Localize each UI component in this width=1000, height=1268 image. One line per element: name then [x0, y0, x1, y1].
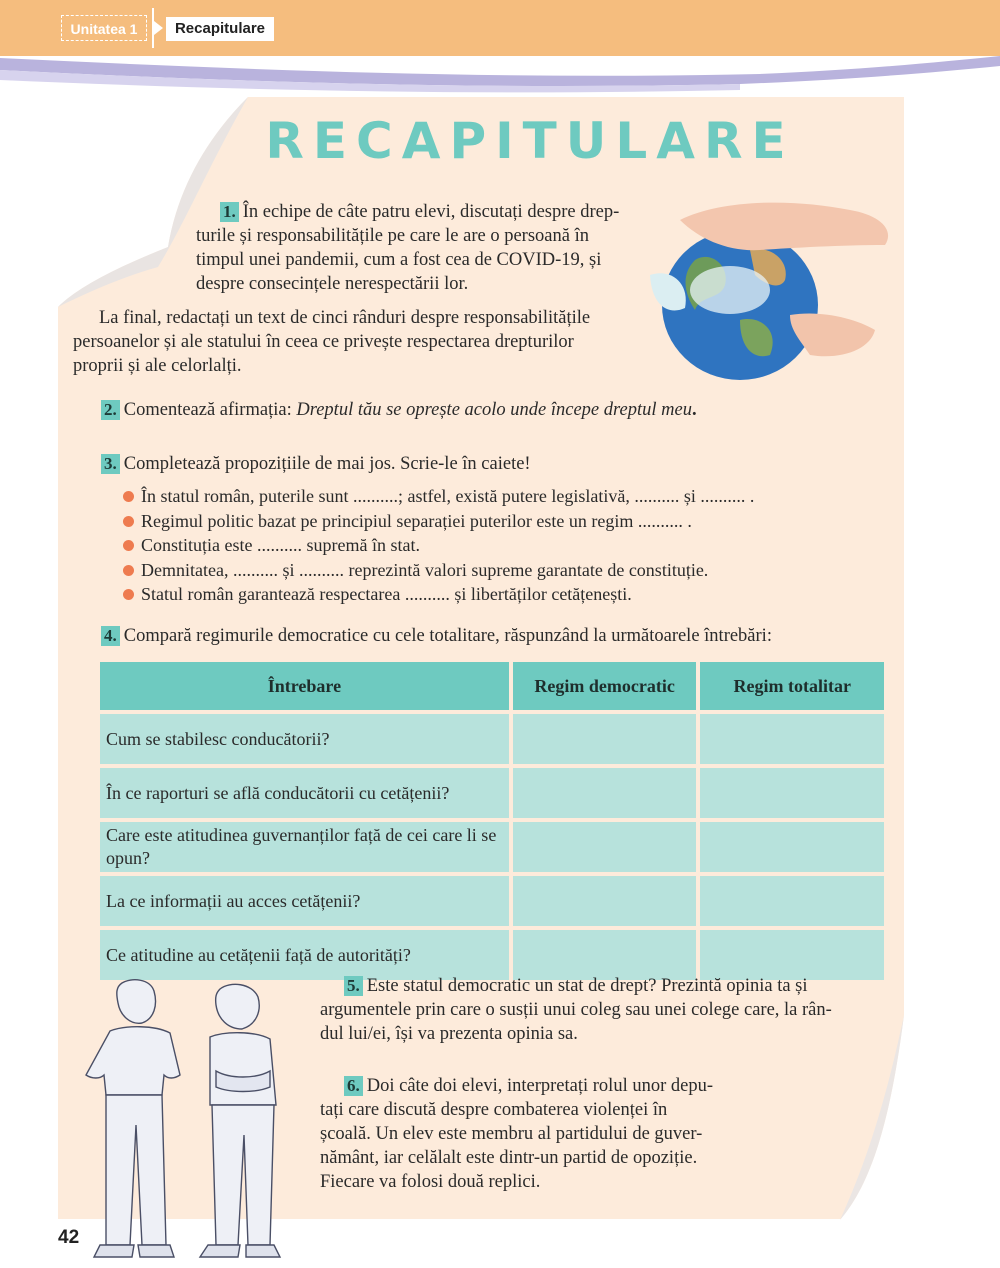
list-item: Constituția este .......... supremă în stat.: [121, 533, 754, 558]
task1-paragraph2: [73, 306, 673, 378]
table-row: [100, 768, 884, 818]
task6-line: 6. Doi câte doi elevi, interpretați rolul unor depu-: [320, 1074, 760, 1098]
list-item: Demnitatea, .......... și .......... reprezintă valori supreme garantate de constituție.: [121, 558, 754, 583]
page-title: RECAPITULARE: [265, 112, 795, 170]
task5-number: 5.: [344, 976, 363, 996]
task1-line: persoanelor și ale statului în ceea ce privește respectarea drepturilor: [73, 332, 574, 352]
table-cell-answer[interactable]: [700, 822, 884, 872]
task6-line: nământ, iar celălalt este dintr-un partid de opoziție.: [320, 1148, 698, 1168]
table-header-cell: Întrebare: [100, 662, 509, 710]
breadcrumb-unit[interactable]: Unitatea 1: [61, 15, 147, 41]
task3-list: [121, 484, 754, 607]
task3-number: 3.: [101, 454, 120, 474]
task5-line: dul lui/ei, își va prezenta opinia sa.: [320, 1024, 578, 1044]
breadcrumb-page[interactable]: Recapitulare: [166, 17, 274, 41]
table-cell-answer[interactable]: [513, 822, 697, 872]
list-item: Statul român garantează respectarea .......... și libertăților cetățenești.: [121, 582, 754, 607]
task2-quote: Dreptul tău se oprește acolo unde începe dreptul meu: [296, 400, 692, 420]
table-cell-answer[interactable]: [700, 876, 884, 926]
task4-number: 4.: [101, 626, 120, 646]
bullet-dot: [123, 565, 134, 576]
breadcrumb-arrow-icon: [154, 21, 163, 35]
table-cell-answer[interactable]: [513, 714, 697, 764]
table-cell-question: Cum se stabilesc conducătorii?: [100, 714, 509, 764]
task5-block: [320, 974, 890, 1046]
task1-line: timpul unei pandemii, cum a fost cea de COVID-19, și: [196, 250, 602, 270]
bullet-dot: [123, 540, 134, 551]
task1-text: [196, 224, 666, 296]
table-cell-answer[interactable]: [513, 930, 697, 980]
table-header-cell: Regim democratic: [513, 662, 697, 710]
task3-block: 3. Completează propozițiile de mai jos. Scrie-le în caiete!: [101, 452, 881, 476]
bullet-dot: [123, 516, 134, 527]
two-boys-illustration: [70, 975, 300, 1265]
table-cell-question: Ce atitudine au cetățenii față de autorități?: [100, 930, 509, 980]
task1-line: proprii și ale celorlalți.: [73, 356, 242, 376]
task1-line: despre consecințele nerespectării lor.: [196, 274, 469, 294]
bullet-dot: [123, 491, 134, 502]
table-row: [100, 822, 884, 872]
task4-block: 4. Compară regimurile democratice cu cele totalitare, răspunzând la următoarele întrebări:: [101, 624, 891, 648]
table-row: [100, 930, 884, 980]
list-item: Regimul politic bazat pe principiul separației puterilor este un regim .......... .: [121, 509, 754, 534]
table-cell-answer[interactable]: [700, 714, 884, 764]
task1-number: 1.: [220, 202, 239, 222]
task1-line: turile și responsabilitățile pe care le are o persoană în: [196, 226, 589, 246]
task1-block: [196, 200, 666, 224]
header-swoosh: [0, 40, 1000, 100]
task2-number: 2.: [101, 400, 120, 420]
list-item: În statul român, puterile sunt ..........; astfel, există putere legislativă, .......... și .......... .: [121, 484, 754, 509]
task5-line: 5. Este statul democratic un stat de drept? Prezintă opinia ta și: [320, 974, 890, 998]
comparison-table: [96, 658, 888, 984]
task2-block: 2. Comentează afirmația: Dreptul tău se oprește acolo unde începe dreptul meu.: [101, 398, 881, 422]
table-row: [100, 714, 884, 764]
task5-line: argumentele prin care o susții unui coleg sau unei colege care, la rân-: [320, 1000, 832, 1020]
table-cell-answer[interactable]: [513, 768, 697, 818]
table-header-cell: Regim totalitar: [700, 662, 884, 710]
task6-block: [320, 1074, 760, 1194]
table-header-row: [100, 662, 884, 710]
table-cell-answer[interactable]: [700, 930, 884, 980]
task1-line: La final, redactați un text de cinci rânduri despre responsabilitățile: [99, 308, 591, 328]
page-number: 42: [58, 1227, 80, 1248]
task6-number: 6.: [344, 1076, 363, 1096]
task6-line: tați care discută despre combaterea violenței în: [320, 1100, 668, 1120]
table-cell-question: Care este atitudinea guvernanților față de cei care li se opun?: [100, 822, 509, 872]
table-cell-question: În ce raporturi se află conducătorii cu cetățenii?: [100, 768, 509, 818]
bullet-dot: [123, 589, 134, 600]
table-row: [100, 876, 884, 926]
table-cell-question: La ce informații au acces cetățenii?: [100, 876, 509, 926]
task6-line: Fiecare va folosi două replici.: [320, 1172, 541, 1192]
table-cell-answer[interactable]: [513, 876, 697, 926]
task6-line: școală. Un elev este membru al partidului de guver-: [320, 1124, 703, 1144]
table-cell-answer[interactable]: [700, 768, 884, 818]
globe-with-masks-illustration: [640, 190, 900, 380]
task1-line: 1. În echipe de câte patru elevi, discutați despre drep-: [220, 200, 666, 224]
